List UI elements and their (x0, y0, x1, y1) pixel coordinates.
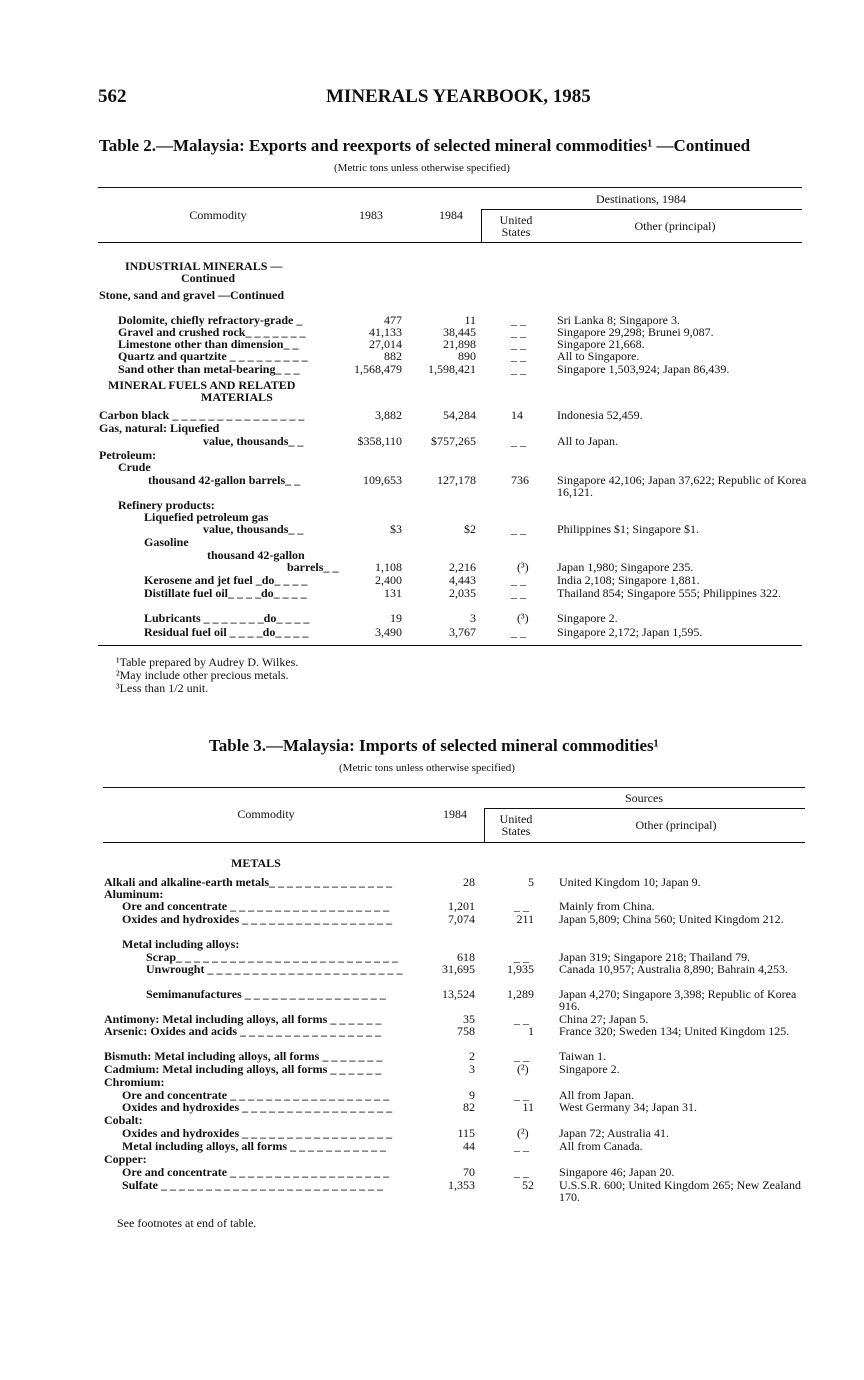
table2-row-us: (³) (517, 560, 529, 574)
table2-other-header: Other (principal) (634, 219, 716, 233)
table3-row-commodity: Metal including alloys, all forms _ _ _ _ _ _ _ _ _ _ _ (122, 1139, 386, 1153)
table2-row-1984: $757,265 (431, 434, 476, 448)
table3-row-1984: 1,201 (448, 899, 475, 913)
table3-row-other: U.S.S.R. 600; United Kingdom 265; New Zealand 170. (559, 1178, 801, 1204)
table3-row-us: 1 (528, 1024, 534, 1038)
table3-span-rule (484, 808, 805, 809)
table3-row-us: _ _ (514, 1139, 529, 1153)
table3-row-1984: 82 (463, 1100, 475, 1114)
table2-row-commodity: Dolomite, chiefly refractory-grade _ (118, 313, 303, 327)
table3-row-1984: 44 (463, 1139, 475, 1153)
section-stone-sand-gravel: Stone, sand and gravel —Continued (99, 288, 285, 302)
table2-row-1983: 131 (384, 586, 402, 600)
table2-row-other: Singapore 1,503,924; Japan 86,439. (557, 362, 730, 376)
table2-row-other: Singapore 29,298; Brunei 9,087. (557, 325, 714, 339)
table2-row-us: _ _ (511, 573, 526, 587)
table3-us-header: United States (499, 812, 533, 838)
table2-row-commodity: thousand 42-gallon barrels_ _ (148, 473, 301, 487)
table3-row-commodity: Cadmium: Metal including alloys, all forms _ _ _ _ _ _ (104, 1062, 382, 1076)
table2-row-commodity: Quartz and quartzite _ _ _ _ _ _ _ _ _ (118, 349, 308, 363)
table2-row-commodity: Kerosene and jet fuel _do_ _ _ _ (144, 573, 308, 587)
table3-row-us: 11 (522, 1100, 534, 1114)
table3-row-commodity: Scrap_ _ _ _ _ _ _ _ _ _ _ _ _ _ _ _ _ _ _ _ _ _ _ _ _ (146, 950, 398, 964)
section-chromium: Chromium: (104, 1075, 165, 1089)
table2-row-1984: 2,035 (449, 586, 476, 600)
table3-sources-header: Sources (625, 791, 663, 805)
page-number: 562 (98, 86, 127, 107)
table2-row-1984: 890 (458, 349, 476, 363)
table3-row-1984: 9 (469, 1088, 475, 1102)
table2-row-other: India 2,108; Singapore 1,881. (557, 573, 700, 587)
table3-row-us: _ _ (514, 1165, 529, 1179)
table3-row-us: (²) (517, 1062, 529, 1076)
table3-header-rule (103, 842, 805, 843)
table3-row-commodity: Ore and concentrate _ _ _ _ _ _ _ _ _ _ _ _ _ _ _ _ _ _ (122, 1088, 390, 1102)
table2-row-1983: 477 (384, 313, 402, 327)
table3-row-other: United Kingdom 10; Japan 9. (559, 875, 701, 889)
table3-divider (484, 808, 485, 842)
table2-row-us: 14 (511, 408, 523, 422)
table2-row-commodity: value, thousands_ _ (203, 434, 304, 448)
table3-row-1984: 70 (463, 1165, 475, 1179)
table2-row-1984: 21,898 (443, 337, 476, 351)
table2-row-1984: 54,284 (443, 408, 476, 422)
table3-row-us: _ _ (514, 950, 529, 964)
table2-row-other: Singapore 42,106; Japan 37,622; Republic of Korea 16,121. (557, 473, 807, 499)
table2-row-us: (³) (517, 611, 529, 625)
table2-row-1983: 109,653 (363, 473, 402, 487)
table2-divider (481, 209, 482, 242)
section-metal-including-alloys: Metal including alloys: (122, 937, 240, 951)
table2-row-other: Singapore 21,668. (557, 337, 645, 351)
table3-row-1984: 31,695 (442, 962, 475, 976)
table3-other-header: Other (principal) (635, 818, 717, 832)
table2-row-1984: 11 (464, 313, 476, 327)
table3-row-us: (²) (517, 1126, 529, 1140)
table2-row-other: Singapore 2,172; Japan 1,595. (557, 625, 703, 639)
section-gasoline: Gasoline (144, 535, 189, 549)
table2-row-1984: 1,598,421 (428, 362, 476, 376)
table3-row-other: All from Japan. (559, 1088, 634, 1102)
table2-header-rule (98, 242, 802, 243)
table3-row-commodity: Arsenic: Oxides and acids _ _ _ _ _ _ _ _ _ _ _ _ _ _ _ _ (104, 1024, 382, 1038)
table3-row-1984: 115 (457, 1126, 475, 1140)
table3-subtitle: (Metric tons unless otherwise specified) (339, 762, 515, 774)
table3-row-commodity: Oxides and hydroxides _ _ _ _ _ _ _ _ _ _ _ _ _ _ _ _ _ (122, 1100, 393, 1114)
table2-row-us: _ _ (511, 522, 526, 536)
table2-row-us: _ _ (511, 586, 526, 600)
section-aluminum: Aluminum: (104, 887, 164, 901)
section-cobalt: Cobalt: (104, 1113, 143, 1127)
table3-row-other: France 320; Sweden 134; United Kingdom 125. (559, 1024, 790, 1038)
table2-row-commodity: Sand other than metal-bearing_ _ _ (118, 362, 300, 376)
table3-row-us: 52 (522, 1178, 534, 1192)
table3-top-rule (103, 787, 805, 788)
table3-row-1984: 3 (469, 1062, 475, 1076)
table2-1984-header: 1984 (439, 208, 463, 222)
table3-row-other: Mainly from China. (559, 899, 655, 913)
table3-row-other: Japan 4,270; Singapore 3,398; Republic of Korea 916. (559, 987, 797, 1013)
table3-row-other: China 27; Japan 5. (559, 1012, 649, 1026)
table3-row-1984: 758 (457, 1024, 475, 1038)
table2-row-us: _ _ (511, 434, 526, 448)
table2-row-1984: 4,443 (449, 573, 476, 587)
section-lpg: Liquefied petroleum gas (144, 510, 269, 524)
table3-row-us: 5 (528, 875, 534, 889)
table3-row-other: All from Canada. (559, 1139, 643, 1153)
table3-row-other: Singapore 2. (559, 1062, 620, 1076)
table2-row-other: Philippines $1; Singapore $1. (557, 522, 699, 536)
section-industrial-minerals: INDUSTRIAL MINERALS — (125, 259, 283, 273)
section-copper: Copper: (104, 1152, 147, 1166)
table2-row-other: Thailand 854; Singapore 555; Philippines 322. (557, 586, 781, 600)
table2-footnote: ¹Table prepared by Audrey D. Wilkes. (116, 655, 299, 669)
table2-row-1983: 3,490 (375, 625, 402, 639)
table2-row-us: _ _ (511, 349, 526, 363)
table2-row-commodity: Gravel and crushed rock_ _ _ _ _ _ _ (118, 325, 306, 339)
table2-top-rule (98, 187, 802, 188)
table2-row-1983: 3,882 (375, 408, 402, 422)
table2-row-commodity: value, thousands_ _ (203, 522, 304, 536)
table2-row-1983: 1,568,479 (354, 362, 402, 376)
table2-row-1983: $3 (390, 522, 402, 536)
table2-row-commodity: Limestone other than dimension_ _ (118, 337, 299, 351)
table2-span-rule (481, 209, 802, 210)
section-petroleum: Petroleum: (99, 448, 157, 462)
table3-row-us: _ _ (514, 1012, 529, 1026)
table2-row-1983: 19 (390, 611, 402, 625)
table3-row-commodity: Unwrought _ _ _ _ _ _ _ _ _ _ _ _ _ _ _ _ _ _ _ _ _ _ (146, 962, 403, 976)
table2-row-1984: 127,178 (437, 473, 476, 487)
table3-row-1984: 7,074 (448, 912, 475, 926)
table2-us-header: United States (499, 213, 533, 239)
table2-row-other: Japan 1,980; Singapore 235. (557, 560, 694, 574)
table2-row-other: Indonesia 52,459. (557, 408, 643, 422)
table2-row-1983: $358,110 (357, 434, 402, 448)
table2-row-1983: 27,014 (369, 337, 402, 351)
table2-row-1984: 38,445 (443, 325, 476, 339)
table2-title: Table 2.—Malaysia: Exports and reexports of selected mineral commodities¹ —Continued (99, 136, 751, 155)
table3-row-other: Japan 5,809; China 560; United Kingdom 212. (559, 912, 784, 926)
table3-row-commodity: Antimony: Metal including alloys, all forms _ _ _ _ _ _ (104, 1012, 382, 1026)
table3-row-1984: 28 (463, 875, 475, 889)
section-refinery-products: Refinery products: (118, 498, 215, 512)
table3-row-1984: 1,353 (448, 1178, 475, 1192)
table3-row-other: Taiwan 1. (559, 1049, 607, 1063)
table3-title: Table 3.—Malaysia: Imports of selected mineral commodities¹ (209, 736, 659, 755)
table2-row-other: All to Japan. (557, 434, 618, 448)
table2-row-1984: 3 (470, 611, 476, 625)
table2-row-commodity: Lubricants _ _ _ _ _ _ _do_ _ _ _ (144, 611, 310, 625)
table2-row-commodity: Carbon black _ _ _ _ _ _ _ _ _ _ _ _ _ _ _ (99, 408, 305, 422)
table3-row-commodity: Ore and concentrate _ _ _ _ _ _ _ _ _ _ _ _ _ _ _ _ _ _ (122, 899, 390, 913)
table3-row-commodity: Oxides and hydroxides _ _ _ _ _ _ _ _ _ _ _ _ _ _ _ _ _ (122, 912, 393, 926)
table3-row-1984: 618 (457, 950, 475, 964)
table2-row-commodity: barrels_ _ (287, 560, 339, 574)
section-crude: Crude (118, 460, 151, 474)
table3-row-other: Canada 10,957; Australia 8,890; Bahrain 4,253. (559, 962, 788, 976)
table2-row-us: _ _ (511, 325, 526, 339)
table3-row-commodity: Ore and concentrate _ _ _ _ _ _ _ _ _ _ _ _ _ _ _ _ _ _ (122, 1165, 390, 1179)
table3-row-us: _ _ (514, 1049, 529, 1063)
section-industrial-continued: Continued (181, 271, 236, 285)
table2-row-commodity: Distillate fuel oil_ _ _ _do_ _ _ _ (144, 586, 307, 600)
table2-row-us: _ _ (511, 337, 526, 351)
table3-row-us: 1,935 (507, 962, 534, 976)
section-gasoline-unit: thousand 42-gallon (207, 548, 305, 562)
running-title: MINERALS YEARBOOK, 1985 (326, 86, 591, 107)
table2-commodity-header: Commodity (189, 208, 247, 222)
table2-destinations-header: Destinations, 1984 (596, 192, 686, 206)
table2-row-1983: 882 (384, 349, 402, 363)
table3-commodity-header: Commodity (237, 807, 295, 821)
table3-row-other: West Germany 34; Japan 31. (559, 1100, 697, 1114)
table2-row-us: _ _ (511, 313, 526, 327)
table3-row-commodity: Bismuth: Metal including alloys, all forms _ _ _ _ _ _ _ (104, 1049, 383, 1063)
section-gas-natural: Gas, natural: Liquefied (99, 421, 220, 435)
table3-row-commodity: Alkali and alkaline-earth metals_ _ _ _ _ _ _ _ _ _ _ _ _ _ (104, 875, 393, 889)
table2-row-1984: $2 (464, 522, 476, 536)
table3-row-commodity: Oxides and hydroxides _ _ _ _ _ _ _ _ _ _ _ _ _ _ _ _ _ (122, 1126, 393, 1140)
table3-row-us: _ _ (514, 899, 529, 913)
table2-row-1983: 2,400 (375, 573, 402, 587)
table3-row-other: Singapore 46; Japan 20. (559, 1165, 675, 1179)
table2-row-1983: 1,108 (375, 560, 402, 574)
section-metals: METALS (231, 856, 281, 870)
table3-row-1984: 2 (469, 1049, 475, 1063)
table2-row-other: Singapore 2. (557, 611, 618, 625)
table3-row-other: Japan 319; Singapore 218; Thailand 79. (559, 950, 751, 964)
table3-row-us: 1,289 (507, 987, 534, 1001)
table2-row-us: _ _ (511, 362, 526, 376)
table2-row-other: Sri Lanka 8; Singapore 3. (557, 313, 680, 327)
table2-bottom-rule (98, 645, 802, 646)
table3-row-us: _ _ (514, 1088, 529, 1102)
table3-row-us: 211 (516, 912, 534, 926)
table3-row-commodity: Semimanufactures _ _ _ _ _ _ _ _ _ _ _ _ _ _ _ _ (146, 987, 386, 1001)
section-materials: MATERIALS (201, 390, 273, 404)
table2-1983-header: 1983 (359, 208, 383, 222)
section-mineral-fuels: MINERAL FUELS AND RELATED (108, 378, 296, 392)
table2-footnote: ²May include other precious metals. (116, 668, 289, 682)
table2-row-us: _ _ (511, 625, 526, 639)
table3-row-1984: 13,524 (442, 987, 475, 1001)
table2-row-1984: 2,216 (449, 560, 476, 574)
table2-footnote: ³Less than 1/2 unit. (116, 681, 209, 695)
table3-footnote-note: See footnotes at end of table. (117, 1216, 257, 1230)
table2-row-commodity: Residual fuel oil _ _ _ _do_ _ _ _ (144, 625, 309, 639)
table2-subtitle: (Metric tons unless otherwise specified) (334, 162, 510, 174)
table2-row-1983: 41,133 (369, 325, 402, 339)
table2-row-1984: 3,767 (449, 625, 476, 639)
table3-1984-header: 1984 (443, 807, 467, 821)
table3-row-other: Japan 72; Australia 41. (559, 1126, 669, 1140)
table2-row-other: All to Singapore. (557, 349, 640, 363)
table3-row-commodity: Sulfate _ _ _ _ _ _ _ _ _ _ _ _ _ _ _ _ _ _ _ _ _ _ _ _ _ (122, 1178, 383, 1192)
table3-row-1984: 35 (463, 1012, 475, 1026)
table2-row-us: 736 (511, 473, 529, 487)
